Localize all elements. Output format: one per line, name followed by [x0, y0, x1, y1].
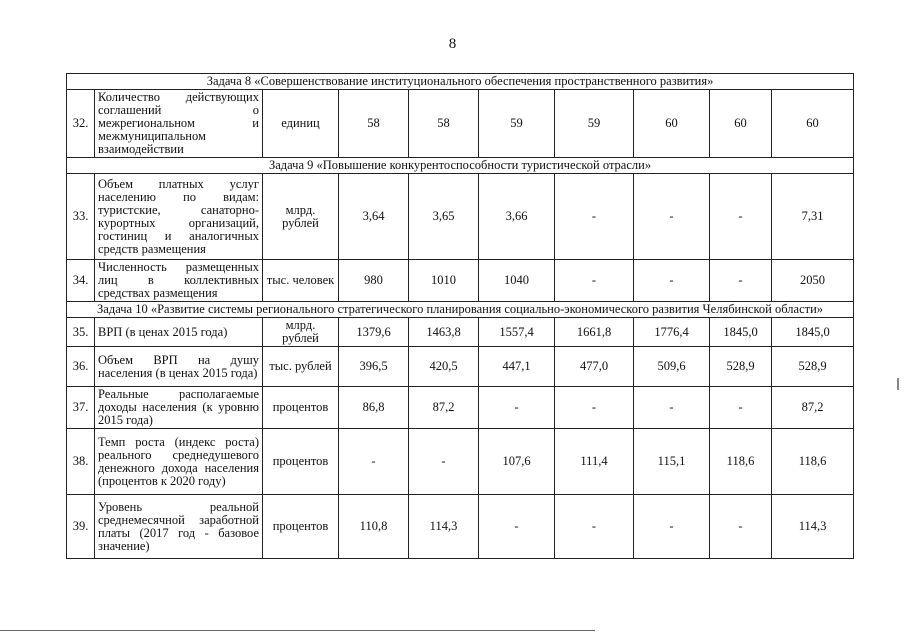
value-cell: -: [555, 495, 634, 559]
value-cell: 1010: [409, 260, 479, 302]
value-cell: -: [634, 387, 710, 429]
unit-cell: тыс. рублей: [263, 347, 339, 387]
value-cell: 59: [479, 90, 555, 158]
indicator-name: Объем платных услуг населению по видам: туристские, санаторно-курортных организаций, гостиниц и аналогичных средств размещения: [95, 174, 263, 260]
unit-cell: млрд. рублей: [263, 174, 339, 260]
value-cell: 7,31: [772, 174, 854, 260]
value-cell: 107,6: [479, 429, 555, 495]
value-cell: -: [339, 429, 409, 495]
value-cell: 58: [339, 90, 409, 158]
value-cell: -: [479, 495, 555, 559]
value-cell: 420,5: [409, 347, 479, 387]
row-number: 35.: [67, 318, 95, 347]
value-cell: 3,64: [339, 174, 409, 260]
table-row: [67, 90, 854, 158]
row-number: 37.: [67, 387, 95, 429]
margin-mark: [897, 378, 899, 390]
value-cell: 1845,0: [710, 318, 772, 347]
indicator-name: ВРП (в ценах 2015 года): [95, 318, 263, 347]
unit-cell: процентов: [263, 429, 339, 495]
row-number: 34.: [67, 260, 95, 302]
value-cell: 2050: [772, 260, 854, 302]
page-bottom-line: [0, 630, 595, 631]
value-cell: 1845,0: [772, 318, 854, 347]
row-number: 33.: [67, 174, 95, 260]
value-cell: 3,66: [479, 174, 555, 260]
value-cell: 59: [555, 90, 634, 158]
value-cell: -: [479, 387, 555, 429]
value-cell: 1776,4: [634, 318, 710, 347]
value-cell: 118,6: [710, 429, 772, 495]
value-cell: 1379,6: [339, 318, 409, 347]
value-cell: -: [710, 260, 772, 302]
unit-cell: тыс. человек: [263, 260, 339, 302]
value-cell: -: [634, 174, 710, 260]
table-row: [67, 429, 854, 495]
task-header: Задача 9 «Повышение конкурентоспособности туристической отрасли»: [67, 158, 854, 174]
value-cell: 110,8: [339, 495, 409, 559]
value-cell: 528,9: [772, 347, 854, 387]
row-number: 38.: [67, 429, 95, 495]
value-cell: -: [710, 174, 772, 260]
task-header: Задача 8 «Совершенствование институционального обеспечения пространственного развития»: [67, 74, 854, 90]
task-header-row: [67, 74, 854, 90]
unit-cell: процентов: [263, 495, 339, 559]
table-row: [67, 318, 854, 347]
value-cell: 111,4: [555, 429, 634, 495]
table-row: [67, 347, 854, 387]
value-cell: 1557,4: [479, 318, 555, 347]
value-cell: 528,9: [710, 347, 772, 387]
table-row: [67, 174, 854, 260]
indicator-name: Объем ВРП на душу населения (в ценах 2015 года): [95, 347, 263, 387]
value-cell: 60: [710, 90, 772, 158]
row-number: 36.: [67, 347, 95, 387]
value-cell: 396,5: [339, 347, 409, 387]
value-cell: 477,0: [555, 347, 634, 387]
value-cell: 114,3: [772, 495, 854, 559]
indicator-name: Численность размещенных лиц в коллективных средствах размещения: [95, 260, 263, 302]
value-cell: 1040: [479, 260, 555, 302]
value-cell: 86,8: [339, 387, 409, 429]
value-cell: 87,2: [772, 387, 854, 429]
indicator-name: Темп роста (индекс роста) реального среднедушевого денежного дохода населения (процентов к 2020 году): [95, 429, 263, 495]
task-header-row: [67, 158, 854, 174]
value-cell: 58: [409, 90, 479, 158]
indicator-name: Количество действующих соглашений о межрегиональном и межмуниципальном взаимодействии: [95, 90, 263, 158]
table-row: [67, 495, 854, 559]
indicator-name: Реальные располагаемые доходы населения (к уровню 2015 года): [95, 387, 263, 429]
value-cell: 1661,8: [555, 318, 634, 347]
value-cell: 3,65: [409, 174, 479, 260]
value-cell: -: [409, 429, 479, 495]
unit-cell: процентов: [263, 387, 339, 429]
value-cell: -: [710, 495, 772, 559]
value-cell: 114,3: [409, 495, 479, 559]
value-cell: 60: [772, 90, 854, 158]
value-cell: 980: [339, 260, 409, 302]
value-cell: -: [634, 495, 710, 559]
indicators-table: [66, 73, 854, 559]
value-cell: 447,1: [479, 347, 555, 387]
row-number: 32.: [67, 90, 95, 158]
unit-cell: единиц: [263, 90, 339, 158]
value-cell: -: [555, 174, 634, 260]
table-body: [67, 74, 854, 559]
table-row: [67, 387, 854, 429]
value-cell: 118,6: [772, 429, 854, 495]
value-cell: -: [555, 260, 634, 302]
task-header: Задача 10 «Развитие системы регионального стратегического планирования социально-экономического развития Челябинской области»: [67, 302, 854, 318]
indicator-name: Уровень реальной среднемесячной заработной платы (2017 год - базовое значение): [95, 495, 263, 559]
task-header-row: [67, 302, 854, 318]
value-cell: 1463,8: [409, 318, 479, 347]
page-number: 8: [448, 36, 457, 52]
value-cell: -: [555, 387, 634, 429]
value-cell: 509,6: [634, 347, 710, 387]
row-number: 39.: [67, 495, 95, 559]
unit-cell: млрд. рублей: [263, 318, 339, 347]
value-cell: 115,1: [634, 429, 710, 495]
value-cell: -: [710, 387, 772, 429]
value-cell: 87,2: [409, 387, 479, 429]
table-row: [67, 260, 854, 302]
value-cell: 60: [634, 90, 710, 158]
value-cell: -: [634, 260, 710, 302]
